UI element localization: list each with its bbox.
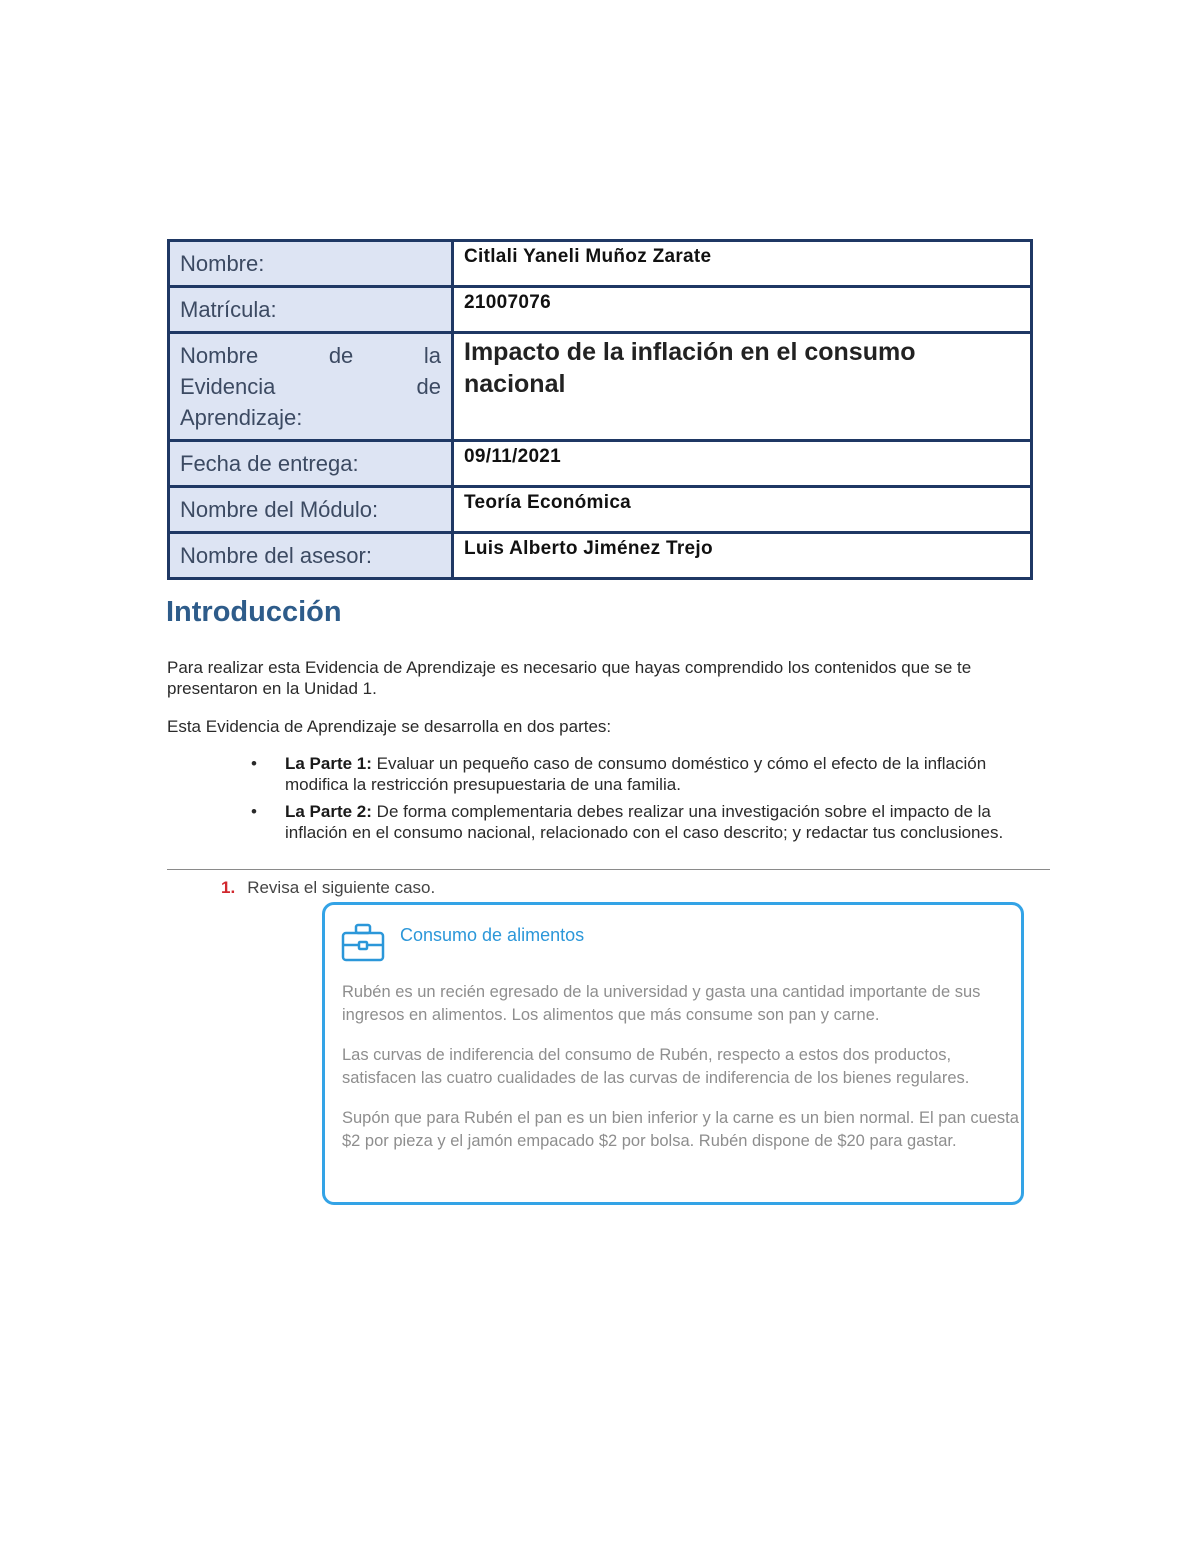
parts-list — [247, 753, 1017, 849]
case-paragraph: Rubén es un recién egresado de la universidad y gasta una cantidad importante de sus ingresos en alimentos. Los alimentos que más consume son pan y carne. — [342, 983, 981, 1024]
step-item — [221, 878, 435, 898]
table-row — [169, 533, 1032, 579]
fecha-label: Fecha de entrega: — [169, 441, 453, 487]
table-row — [169, 287, 1032, 333]
asesor-label: Nombre del asesor: — [169, 533, 453, 579]
briefcase-icon — [341, 923, 385, 963]
nombre-label: Nombre: — [169, 241, 453, 287]
divider — [167, 869, 1050, 870]
bullet-icon: • — [251, 754, 257, 773]
step-number: 1. — [221, 878, 236, 897]
evidencia-label-line: Evidencia de — [180, 374, 441, 399]
case-paragraph: Supón que para Rubén el pan es un bien inferior y la carne es un bien normal. El pan cuesta $2 por pieza y el jamón empacado $2 por bolsa. Rubén dispone de $20 para gastar. — [342, 1109, 1019, 1150]
intro-paragraph: Para realizar esta Evidencia de Aprendizaje es necesario que hayas comprendido los contenidos que se te presentaron en la Unidad 1. — [167, 658, 972, 698]
part-lead: La Parte 1: — [285, 754, 372, 773]
modulo-label: Nombre del Módulo: — [169, 487, 453, 533]
nombre-value: Citlali Yaneli Muñoz Zarate — [453, 241, 1032, 287]
case-title: Consumo de alimentos — [400, 925, 585, 945]
table-row — [169, 441, 1032, 487]
matricula-value: 21007076 — [453, 287, 1032, 333]
asesor-value: Luis Alberto Jiménez Trejo — [453, 533, 1032, 579]
student-info-table — [167, 239, 1033, 580]
intro-heading: Introducción — [166, 596, 342, 628]
case-box — [322, 902, 1024, 1205]
evidencia-label-line: Nombre de la — [180, 343, 441, 368]
table-row — [169, 241, 1032, 287]
list-item — [247, 801, 1017, 843]
evidencia-label — [169, 333, 453, 441]
matricula-label: Matrícula: — [169, 287, 453, 333]
fecha-value: 09/11/2021 — [453, 441, 1032, 487]
part-text: Evaluar un pequeño caso de consumo doméstico y cómo el efecto de la inflación modifica la restricción presupuestaria de una familia. — [285, 754, 987, 794]
intro-paragraph: Esta Evidencia de Aprendizaje se desarrolla en dos partes: — [167, 717, 612, 736]
list-item — [247, 753, 1017, 795]
case-paragraph: Las curvas de indiferencia del consumo de Rubén, respecto a estos dos productos, satisfacen las cuatro cualidades de las curvas de indiferencia de los bienes regulares. — [342, 1046, 970, 1087]
modulo-value: Teoría Económica — [453, 487, 1032, 533]
evidencia-label-line: Aprendizaje: — [180, 405, 303, 430]
part-lead: La Parte 2: — [285, 802, 372, 821]
part-text: De forma complementaria debes realizar una investigación sobre el impacto de la inflación en el consumo nacional, relacionado con el caso descrito; y redactar tus conclusiones. — [285, 802, 1004, 842]
bullet-icon: • — [251, 802, 257, 821]
evidencia-value: Impacto de la inflación en el consumo nacional — [453, 333, 1032, 441]
table-row — [169, 333, 1032, 441]
step-text: Revisa el siguiente caso. — [247, 878, 436, 897]
table-row — [169, 487, 1032, 533]
